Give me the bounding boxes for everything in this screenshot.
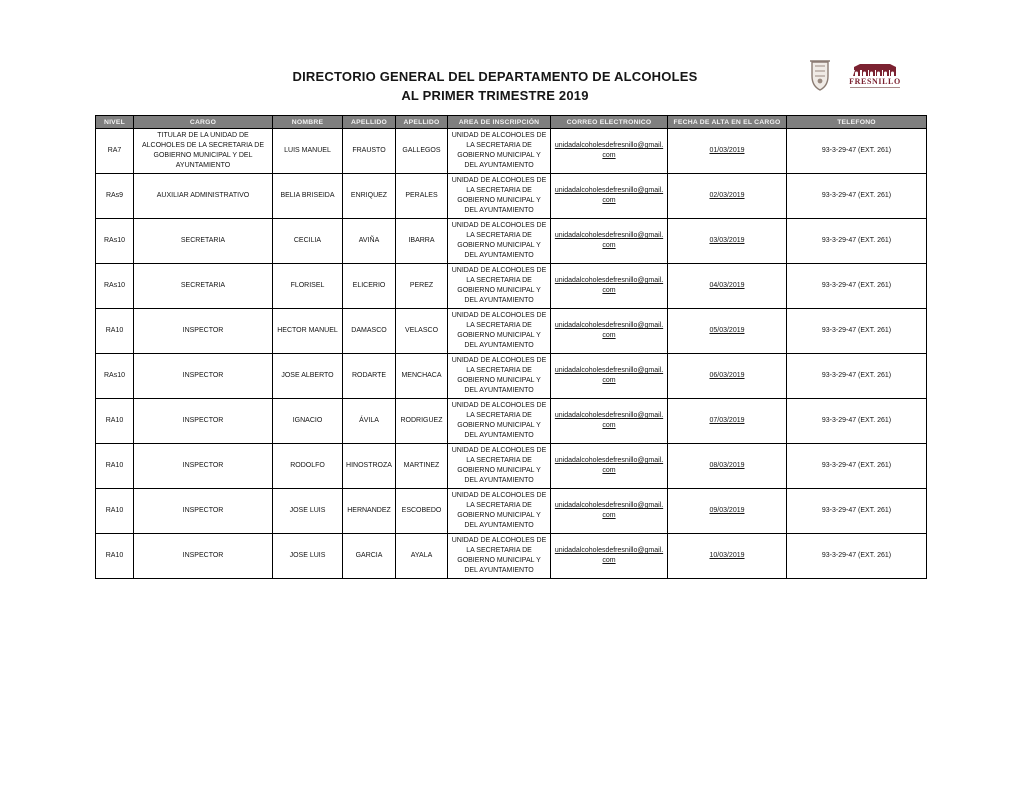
cell-cargo: INSPECTOR bbox=[134, 534, 273, 579]
cell-area: UNIDAD DE ALCOHOLES DE LA SECRETARIA DE GOBIERNO MUNICIPAL Y DEL AYUNTAMIENTO bbox=[448, 129, 551, 174]
cell-area: UNIDAD DE ALCOHOLES DE LA SECRETARIA DE GOBIERNO MUNICIPAL Y DEL AYUNTAMIENTO bbox=[448, 174, 551, 219]
email-link[interactable]: unidadalcoholesdefresnillo@gmail.com bbox=[551, 489, 668, 534]
cell-telefono: 93-3-29-47 (EXT. 261) bbox=[787, 444, 927, 489]
cell-fecha: 09/03/2019 bbox=[668, 489, 787, 534]
cell-nombre: LUIS MANUEL bbox=[273, 129, 343, 174]
cell-cargo: INSPECTOR bbox=[134, 489, 273, 534]
cell-area: UNIDAD DE ALCOHOLES DE LA SECRETARIA DE GOBIERNO MUNICIPAL Y DEL AYUNTAMIENTO bbox=[448, 489, 551, 534]
fresnillo-logo-tagline-rule bbox=[850, 87, 900, 89]
table-row bbox=[96, 489, 927, 534]
email-link[interactable]: unidadalcoholesdefresnillo@gmail.com bbox=[551, 399, 668, 444]
col-header-correo: CORREO ELECTRONICO bbox=[551, 116, 668, 129]
cell-fecha: 02/03/2019 bbox=[668, 174, 787, 219]
cell-apellido-paterno: ENRIQUEZ bbox=[343, 174, 396, 219]
cell-nombre: BELIA BRISEIDA bbox=[273, 174, 343, 219]
email-link[interactable]: unidadalcoholesdefresnillo@gmail.com bbox=[551, 309, 668, 354]
cell-area: UNIDAD DE ALCOHOLES DE LA SECRETARIA DE GOBIERNO MUNICIPAL Y DEL AYUNTAMIENTO bbox=[448, 309, 551, 354]
email-link[interactable]: unidadalcoholesdefresnillo@gmail.com bbox=[551, 534, 668, 579]
cell-nivel: RAs10 bbox=[96, 219, 134, 264]
table-row bbox=[96, 534, 927, 579]
cell-fecha: 10/03/2019 bbox=[668, 534, 787, 579]
cell-apellido-paterno: AVIÑA bbox=[343, 219, 396, 264]
municipal-crest-icon bbox=[808, 60, 832, 92]
email-link[interactable]: unidadalcoholesdefresnillo@gmail.com bbox=[551, 219, 668, 264]
email-link[interactable]: unidadalcoholesdefresnillo@gmail.com bbox=[551, 264, 668, 309]
cell-telefono: 93-3-29-47 (EXT. 261) bbox=[787, 534, 927, 579]
col-header-nivel: NIVEL bbox=[96, 116, 134, 129]
page-title-line2: AL PRIMER TRIMESTRE 2019 bbox=[401, 88, 589, 103]
col-header-apellido-materno: APELLIDO bbox=[396, 116, 448, 129]
table-row bbox=[96, 399, 927, 444]
cell-nivel: RAs10 bbox=[96, 264, 134, 309]
cell-telefono: 93-3-29-47 (EXT. 261) bbox=[787, 174, 927, 219]
cell-cargo: INSPECTOR bbox=[134, 444, 273, 489]
email-link[interactable]: unidadalcoholesdefresnillo@gmail.com bbox=[551, 174, 668, 219]
cell-apellido-paterno: FRAUSTO bbox=[343, 129, 396, 174]
cell-cargo: TITULAR DE LA UNIDAD DE ALCOHOLES DE LA SECRETARIA DE GOBIERNO MUNICIPAL Y DEL AYUNTAMIENTO bbox=[134, 129, 273, 174]
header-logos bbox=[808, 60, 906, 92]
col-header-apellido-paterno: APELLIDO bbox=[343, 116, 396, 129]
cell-nombre: JOSE ALBERTO bbox=[273, 354, 343, 399]
cell-nombre: HECTOR MANUEL bbox=[273, 309, 343, 354]
cell-fecha: 04/03/2019 bbox=[668, 264, 787, 309]
cell-nivel: RAs9 bbox=[96, 174, 134, 219]
cell-apellido-materno: VELASCO bbox=[396, 309, 448, 354]
cell-nivel: RA10 bbox=[96, 534, 134, 579]
cell-telefono: 93-3-29-47 (EXT. 261) bbox=[787, 354, 927, 399]
cell-telefono: 93-3-29-47 (EXT. 261) bbox=[787, 264, 927, 309]
cell-nivel: RA7 bbox=[96, 129, 134, 174]
fresnillo-logo bbox=[844, 63, 906, 89]
col-header-cargo: CARGO bbox=[134, 116, 273, 129]
cell-cargo: SECRETARIA bbox=[134, 264, 273, 309]
table-header-row bbox=[96, 116, 927, 129]
cell-fecha: 08/03/2019 bbox=[668, 444, 787, 489]
cell-nivel: RA10 bbox=[96, 309, 134, 354]
table-row bbox=[96, 309, 927, 354]
cell-area: UNIDAD DE ALCOHOLES DE LA SECRETARIA DE GOBIERNO MUNICIPAL Y DEL AYUNTAMIENTO bbox=[448, 219, 551, 264]
cell-cargo: INSPECTOR bbox=[134, 309, 273, 354]
cell-apellido-materno: AYALA bbox=[396, 534, 448, 579]
cell-apellido-paterno: GARCIA bbox=[343, 534, 396, 579]
cell-apellido-materno: PERALES bbox=[396, 174, 448, 219]
cell-apellido-materno: MENCHACA bbox=[396, 354, 448, 399]
cell-fecha: 03/03/2019 bbox=[668, 219, 787, 264]
cell-fecha: 06/03/2019 bbox=[668, 354, 787, 399]
cell-nivel: RA10 bbox=[96, 444, 134, 489]
cell-nombre: JOSE LUIS bbox=[273, 489, 343, 534]
cell-telefono: 93-3-29-47 (EXT. 261) bbox=[787, 309, 927, 354]
table-row bbox=[96, 174, 927, 219]
fresnillo-logo-text: FRESNILLO bbox=[849, 77, 901, 86]
cell-apellido-materno: ESCOBEDO bbox=[396, 489, 448, 534]
cell-nivel: RA10 bbox=[96, 399, 134, 444]
page-title-line1: DIRECTORIO GENERAL DEL DEPARTAMENTO DE ALCOHOLES bbox=[292, 69, 698, 84]
cell-nivel: RA10 bbox=[96, 489, 134, 534]
cell-area: UNIDAD DE ALCOHOLES DE LA SECRETARIA DE GOBIERNO MUNICIPAL Y DEL AYUNTAMIENTO bbox=[448, 444, 551, 489]
col-header-nombre: NOMBRE bbox=[273, 116, 343, 129]
cell-telefono: 93-3-29-47 (EXT. 261) bbox=[787, 399, 927, 444]
cell-apellido-materno: IBARRA bbox=[396, 219, 448, 264]
cell-apellido-paterno: ELICERIO bbox=[343, 264, 396, 309]
cell-apellido-materno: RODRIGUEZ bbox=[396, 399, 448, 444]
cell-nombre: JOSE LUIS bbox=[273, 534, 343, 579]
table-body bbox=[96, 129, 927, 579]
page-title bbox=[95, 67, 895, 105]
directory-table bbox=[95, 115, 927, 579]
cell-nivel: RAs10 bbox=[96, 354, 134, 399]
table-row bbox=[96, 129, 927, 174]
table-row bbox=[96, 444, 927, 489]
cell-cargo: SECRETARIA bbox=[134, 219, 273, 264]
cell-apellido-paterno: HERNANDEZ bbox=[343, 489, 396, 534]
cell-apellido-paterno: ÁVILA bbox=[343, 399, 396, 444]
cell-fecha: 01/03/2019 bbox=[668, 129, 787, 174]
cell-telefono: 93-3-29-47 (EXT. 261) bbox=[787, 219, 927, 264]
cell-apellido-paterno: DAMASCO bbox=[343, 309, 396, 354]
cell-area: UNIDAD DE ALCOHOLES DE LA SECRETARIA DE GOBIERNO MUNICIPAL Y DEL AYUNTAMIENTO bbox=[448, 534, 551, 579]
cell-apellido-paterno: RODARTE bbox=[343, 354, 396, 399]
cell-cargo: AUXILIAR ADMINISTRATIVO bbox=[134, 174, 273, 219]
col-header-area: AREA DE INSCRIPCIÓN bbox=[448, 116, 551, 129]
fresnillo-building-icon bbox=[852, 63, 898, 77]
col-header-telefono: TELEFONO bbox=[787, 116, 927, 129]
col-header-fecha: FECHA DE ALTA EN EL CARGO bbox=[668, 116, 787, 129]
cell-fecha: 07/03/2019 bbox=[668, 399, 787, 444]
email-link[interactable]: unidadalcoholesdefresnillo@gmail.com bbox=[551, 444, 668, 489]
table-row bbox=[96, 354, 927, 399]
cell-nombre: IGNACIO bbox=[273, 399, 343, 444]
table-row bbox=[96, 219, 927, 264]
email-link[interactable]: unidadalcoholesdefresnillo@gmail.com bbox=[551, 129, 668, 174]
cell-telefono: 93-3-29-47 (EXT. 261) bbox=[787, 129, 927, 174]
cell-apellido-paterno: HINOSTROZA bbox=[343, 444, 396, 489]
cell-apellido-materno: MARTINEZ bbox=[396, 444, 448, 489]
cell-area: UNIDAD DE ALCOHOLES DE LA SECRETARIA DE GOBIERNO MUNICIPAL Y DEL AYUNTAMIENTO bbox=[448, 264, 551, 309]
cell-cargo: INSPECTOR bbox=[134, 354, 273, 399]
cell-fecha: 05/03/2019 bbox=[668, 309, 787, 354]
cell-nombre: CECILIA bbox=[273, 219, 343, 264]
cell-cargo: INSPECTOR bbox=[134, 399, 273, 444]
email-link[interactable]: unidadalcoholesdefresnillo@gmail.com bbox=[551, 354, 668, 399]
cell-area: UNIDAD DE ALCOHOLES DE LA SECRETARIA DE GOBIERNO MUNICIPAL Y DEL AYUNTAMIENTO bbox=[448, 399, 551, 444]
cell-area: UNIDAD DE ALCOHOLES DE LA SECRETARIA DE GOBIERNO MUNICIPAL Y DEL AYUNTAMIENTO bbox=[448, 354, 551, 399]
table-row bbox=[96, 264, 927, 309]
cell-nombre: RODOLFO bbox=[273, 444, 343, 489]
cell-nombre: FLORISEL bbox=[273, 264, 343, 309]
cell-apellido-materno: PEREZ bbox=[396, 264, 448, 309]
cell-telefono: 93-3-29-47 (EXT. 261) bbox=[787, 489, 927, 534]
cell-apellido-materno: GALLEGOS bbox=[396, 129, 448, 174]
